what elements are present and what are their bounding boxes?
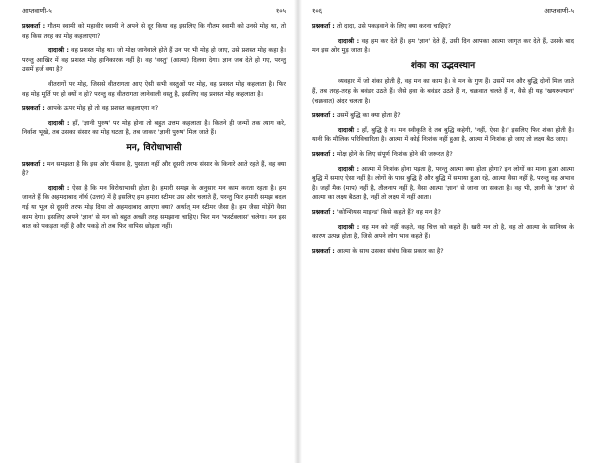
speaker-label: दादाश्री : — [48, 119, 70, 127]
paragraph-text: 'कोन्शियस माइन्ड' किसे कहते हैं? वह मन है? — [336, 208, 441, 216]
speaker-label: प्रश्नकर्ता : — [22, 105, 45, 113]
paragraph — [312, 22, 574, 32]
paragraph — [22, 46, 286, 75]
paragraph — [312, 37, 574, 56]
paragraph-text: आत्मा में निःशंक होना पड़ता है, परन्तु आत्मा क्या होता होगा? इन लोगों का माना हुआ आत्मा बुद्धि में समाए ऐसा नहीं है। लोगों के पास बुद्धि है और बुद्धि में समाया हुआ रहे, आत्मा वैसा नहीं है, परन्तु वह अभाव है। जहाँ मैक (माप) नहीं है, तौलनाप नहीं है, वैसा आत्मा 'ज्ञान' से जाना जा सकता है। वह भी, ज्ञानी के 'ज्ञान' से आत्मा का लक्ष्य बैठता है, नहीं तो लक्ष्य में नहीं आता। — [312, 165, 574, 202]
paragraph — [22, 80, 286, 99]
paragraph — [22, 160, 286, 179]
speaker-label: प्रश्नकर्ता : — [312, 247, 335, 255]
right-page-header — [312, 6, 574, 18]
paragraph-text: तो दादा, उसे पकड़वाने के लिए क्या करना चाहिए? — [336, 23, 451, 30]
paragraph — [312, 223, 574, 242]
paragraph — [312, 247, 574, 257]
paragraph-text: मन समझता है कि इस ओर फँसाव है, पुसाता नहीं और दूसरी तरफ संसार के किनारे आते रहते हैं, वह क्या है? — [22, 160, 287, 178]
speaker-label: प्रश्नकर्ता : — [22, 23, 46, 30]
speaker-label: दादाश्री : — [48, 47, 69, 55]
speaker-label: प्रश्नकर्ता : — [312, 150, 335, 158]
paragraph-text: मोक्ष होने के लिए संपूर्ण निःशंक होने की जरूरत है? — [336, 150, 453, 158]
right-page-number: १०६ — [312, 7, 323, 16]
speaker-label: प्रश्नकर्ता : — [22, 160, 45, 168]
left-page-header — [22, 6, 286, 18]
paragraph — [22, 119, 286, 138]
right-book-title: आप्तवाणी-५ — [544, 7, 574, 16]
paragraph-text: आत्मा के साथ उसका संबंध किस प्रकार का है? — [336, 247, 444, 255]
paragraph — [22, 184, 286, 232]
speaker-label: दादाश्री : — [48, 184, 70, 192]
paragraph-text: हाँ, 'ज्ञानी पुरुष' पर मोह होना तो बहुत उत्तम कहलाता है। कितने ही जन्मों तक त्याग करे, निर्वाश भूखे, तब उसका संसार का मोह घटता है, तब जाकर 'ज्ञानी पुरुष' मिल जाते हैं। — [22, 119, 286, 137]
speaker-label: दादाश्री : — [338, 37, 360, 45]
paragraph — [22, 104, 286, 114]
speaker-label: दादाश्री : — [338, 223, 360, 231]
paragraph-text: आपके ऊपर मोह हो तो वह प्रशस्त कहलाएगा न? — [46, 105, 159, 113]
paragraph — [312, 77, 574, 106]
paragraph-text: व्यवहार में जो शंका होती है, वह मन का काम है। वे मन के गुण हैं। उसमें मन और बुद्धि दोनों मिल जाते हैं, तब तरह-तरह के बवंडर उठते हैं। जैसे हवा के बवंडर उठते हैं न, चक्रवात चलते हैं न, वैसे ही यह 'खयरूल्यान' (चक्रवात) अंदर चलता है। — [312, 78, 574, 105]
paragraph — [312, 165, 574, 203]
speaker-label: प्रश्नकर्ता : — [312, 208, 335, 216]
paragraph-text: गौतम स्वामी को महावीर स्वामी ने अपने से दूर किया वह इसलिए कि गौतम स्वामी को उनसे मोह था, तो वह किस तरह का मोह कहलाएगा? — [22, 23, 286, 40]
left-book-title: आप्तवाणी-५ — [22, 7, 52, 16]
paragraph — [312, 150, 574, 160]
paragraph-text: वीतरागों पर मोह, जिससे वीतरागता आए ऐसी सभी वस्तुओं पर मोह, वह प्रशस्त मोह कहलाता है। फिर वह मोह मूर्ति पर हो क्यों न हो? परन्तु वह वीतरागता लानेवाली वस्तु है, इसलिए वह प्रशस्त मोह कहलाता है। — [22, 80, 286, 98]
paragraph-text: उसमें बुद्धि का क्या होता है? — [336, 112, 401, 120]
paragraph — [312, 208, 574, 218]
paragraph-text: ऐसा है कि मन विरोधाभासी होता है। हमारी समझ के अनुसार मन काम करता रहता है। हम जानते हैं कि अहमदाबाद नॉर्थ (उत्तर) में है इसलिए हम हमारा स्टीमर उस ओर चलाते हैं, परन्तु फिर हमारी समझ बदल गई या भूल से दूसरी तरफ मोड़ दिया तो अहमदाबाद आएगा क्या? अर्थात् मन स्टीमर जैसा है। हम जैसा मोड़ेंगे वैसा काम देगा। इसलिए अपने 'ज्ञान' से मन को बहुत अच्छी तरह समझाना चाहिए। फिर मन 'फर्स्टक्लास' चलेगा। मन इस बात को पकड़ता नहीं है और पकड़े तो तब फिर वापिस छोड़ता नहीं। — [22, 184, 286, 231]
speaker-label: दादाश्री : — [338, 126, 360, 134]
left-page — [0, 0, 292, 463]
paragraph — [22, 22, 286, 41]
paragraph — [312, 111, 574, 121]
right-page — [300, 0, 592, 463]
paragraph-text: वह हम कर देते हैं। हम 'ज्ञान' देते हैं, उसी दिन आपका आत्मा जागृत कर देते हैं, उसके बाद मन इस ओर मुड़ जाता है। — [312, 37, 574, 55]
speaker-label: दादाश्री : — [338, 165, 360, 173]
speaker-label: प्रश्नकर्ता : — [312, 23, 335, 30]
paragraph-text: वह मन को नहीं कहते, वह चित्त को कहते हैं। खरी मन तो है, वह तो आत्मा के सानिध्य के कारण उत्पन्न होता है, जिसे अपने लोग भाव कहते हैं। — [312, 223, 574, 241]
section-title: शंका का उद्भवस्थान — [410, 60, 476, 71]
paragraph — [312, 126, 574, 145]
speaker-label: प्रश्नकर्ता : — [312, 112, 335, 120]
section-title: मन, विरोधाभासी — [126, 142, 182, 153]
paragraph-text: हाँ, बुद्धि है न। मन स्वीकृति दे तब बुद्धि कहेगी, 'नहीं, ऐसा है।' इसलिए फिर शंका होती है। यानी कि मौलिक परिविचारिता है। आत्मा में कोई निःशंक नहीं हुआ है, आत्मा में निःशंक हो जाए तो लक्ष्य बैठ जाए। — [312, 126, 574, 144]
paragraph-text: वह प्रशस्त मोह था। जो मोक्ष जानेवाले होते हैं उन पर भी मोह हो जाए, उसे प्रशस्त मोह कहा है। परन्तु आखिर में वह प्रशस्त मोह हानिकारक नहीं है। वह 'वस्तु' (आत्मा) दिलवा देगा। ज्ञान जब देते हो गए, परन्तु उसमें हर्ज क्या है? — [22, 47, 286, 74]
left-page-number: १०५ — [275, 7, 286, 16]
